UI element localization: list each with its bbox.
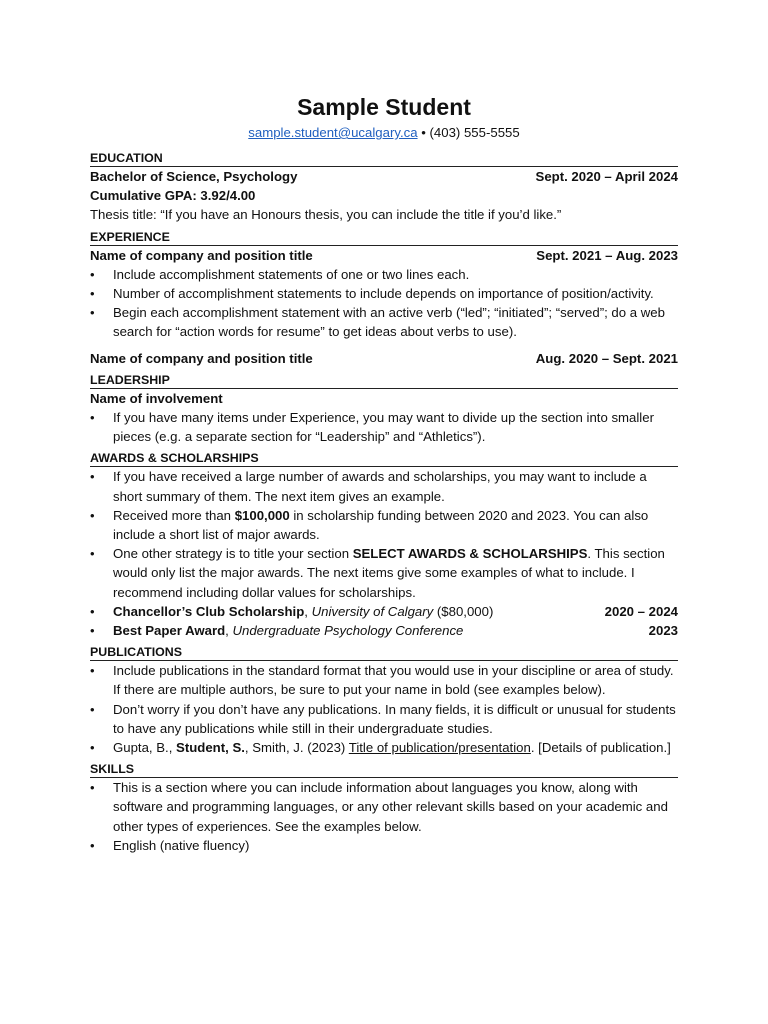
list-item: • If you have received a large number of awards and scholarships, you may want to include a short summary of them. The next item gives an example. xyxy=(90,467,678,505)
job1-bullets xyxy=(90,265,678,342)
job2-title: Name of company and position title xyxy=(90,350,313,366)
leadership-bullets xyxy=(90,408,678,446)
degree-name: Bachelor of Science, Psychology xyxy=(90,169,298,184)
list-item: • If you have many items under Experience, you may want to divide up the section into smaller pieces (e.g. a separate section for “Leadership” and “Athletics”). xyxy=(90,408,678,446)
award-item: • Best Paper Award, Undergraduate Psychology Conference 2023 xyxy=(90,621,678,640)
phone-number: (403) 555-5555 xyxy=(429,125,520,140)
list-item: • Include publications in the standard format that you would use in your discipline or area of study. If there are multiple authors, be sure to put your name in bold (see examples below). xyxy=(90,661,678,699)
job2-dates: Aug. 2020 – Sept. 2021 xyxy=(535,350,678,366)
section-heading-experience: EXPERIENCE xyxy=(90,229,678,246)
list-item: • Don’t worry if you don’t have any publications. In many fields, it is difficult or unusual for students to have any publications while still in their undergraduate studies. xyxy=(90,700,678,738)
list-item: • Received more than $100,000 in scholarship funding between 2020 and 2023. You can also include a short list of major awards. xyxy=(90,506,678,544)
section-heading-publications: PUBLICATIONS xyxy=(90,644,678,661)
degree-dates: Sept. 2020 – April 2024 xyxy=(535,169,678,184)
thesis-title: Thesis title: “If you have an Honours thesis, you can include the title if you’d like.” xyxy=(90,207,562,223)
list-item: • Number of accomplishment statements to include depends on importance of position/activity. xyxy=(90,284,678,303)
job1-dates: Sept. 2021 – Aug. 2023 xyxy=(536,247,678,263)
job2-row xyxy=(90,349,678,368)
section-heading-education: EDUCATION xyxy=(90,150,678,167)
involvement-title: Name of involvement xyxy=(90,390,223,406)
education-degree-row xyxy=(90,167,678,186)
job1-title: Name of company and position title xyxy=(90,247,313,263)
section-heading-skills: SKILLS xyxy=(90,761,678,778)
section-heading-awards: AWARDS & SCHOLARSHIPS xyxy=(90,450,678,467)
email-link[interactable]: sample.student@ucalgary.ca xyxy=(248,125,418,140)
contact-separator: • xyxy=(417,125,430,140)
contact-line xyxy=(90,124,678,142)
awards-bullets xyxy=(90,467,678,640)
publication-entry: • Gupta, B., Student, S., Smith, J. (2023) Title of publication/presentation. [Details of publication.] xyxy=(90,738,678,757)
award-item: • Chancellor’s Club Scholarship, University of Calgary ($80,000) 2020 – 2024 xyxy=(90,602,678,621)
list-item: • Begin each accomplishment statement with an active verb (“led”; “initiated”; “served”; do a web search for “action words for resume” to get ideas about verbs to use). xyxy=(90,303,678,341)
list-item: • One other strategy is to title your section SELECT AWARDS & SCHOLARSHIPS. This section would only list the major awards. The next items give some examples of what to include. I recommend including dollar values for scholarships. xyxy=(90,544,678,602)
list-item: • English (native fluency) xyxy=(90,836,678,855)
award-dates: 2020 – 2024 xyxy=(604,603,678,619)
section-heading-leadership: LEADERSHIP xyxy=(90,372,678,389)
gpa: Cumulative GPA: 3.92/4.00 xyxy=(90,188,256,204)
skills-bullets xyxy=(90,778,678,855)
award-dates: 2023 xyxy=(648,623,678,639)
candidate-name: Sample Student xyxy=(297,94,471,120)
list-item: • This is a section where you can include information about languages you know, along with software and programming languages, or any other relevant skills based on your academic and other types of experiences. See the examples below. xyxy=(90,778,678,836)
publications-bullets xyxy=(90,661,678,757)
job1-row xyxy=(90,246,678,265)
list-item: • Include accomplishment statements of one or two lines each. xyxy=(90,265,678,284)
